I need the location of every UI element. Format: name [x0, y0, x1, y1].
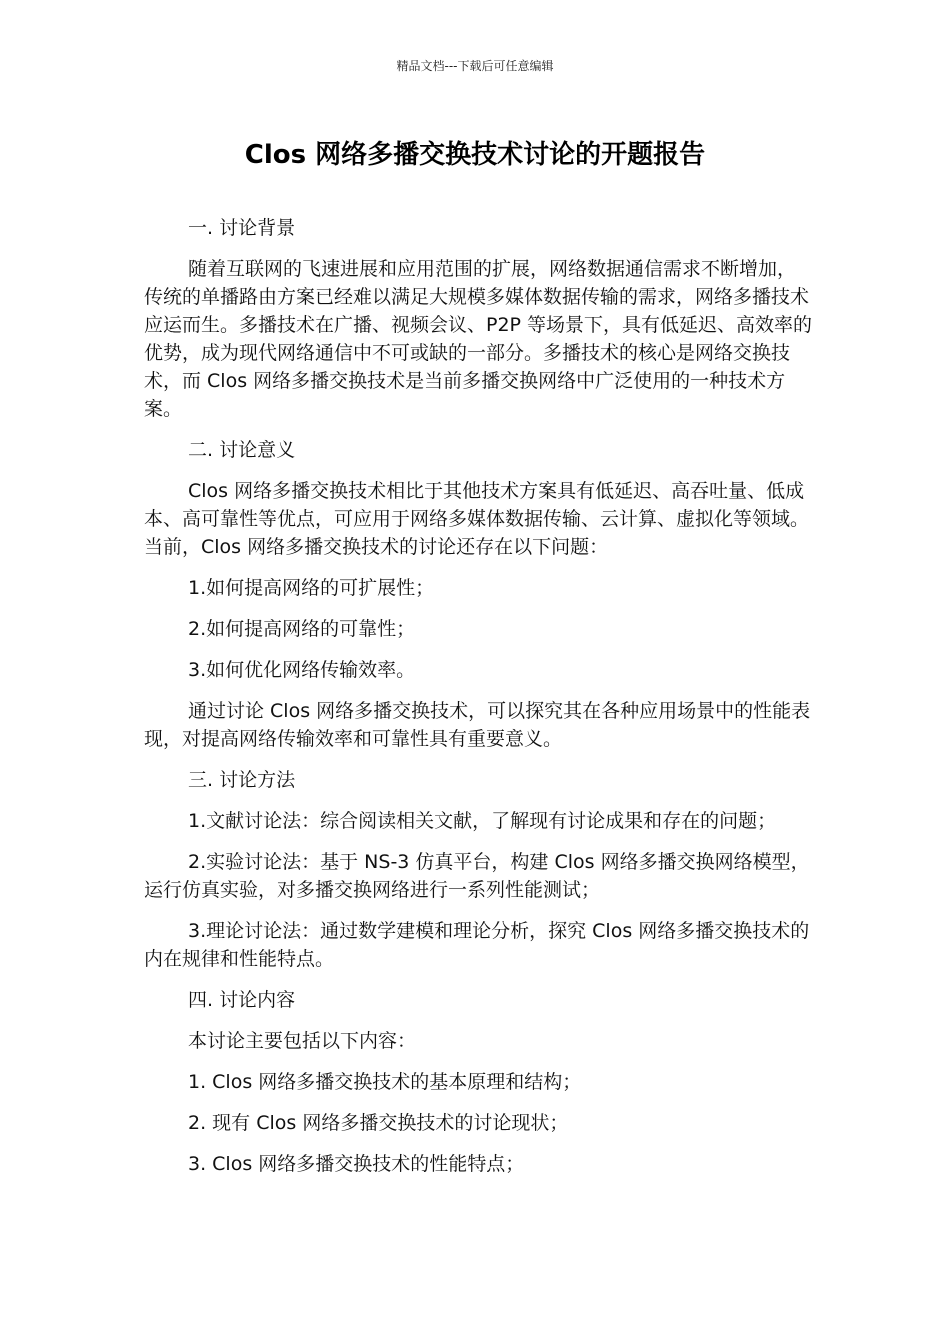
document-body — [144, 214, 814, 1191]
list-item-content-3: 3. Clos 网络多播交换技术的性能特点； — [188, 1153, 525, 1175]
list-item-question-1: 1.如何提高网络的可扩展性； — [188, 577, 435, 599]
header-note: 精品文档---下载后可任意编辑 — [396, 59, 554, 73]
paragraph-content-intro: 本讨论主要包括以下内容： — [188, 1030, 417, 1052]
document-title: Clos 网络多播交换技术讨论的开题报告 — [244, 140, 706, 170]
list-item-content-2: 2. 现有 Clos 网络多播交换技术的讨论现状； — [188, 1112, 569, 1134]
list-item-content-1: 1. Clos 网络多播交换技术的基本原理和结构； — [188, 1071, 582, 1093]
section-heading-significance: 二. 讨论意义 — [188, 439, 296, 461]
section-heading-background: 一. 讨论背景 — [188, 217, 296, 239]
list-item-method-1: 1.文献讨论法：综合阅读相关文献，了解现有讨论成果和存在的问题； — [188, 810, 777, 832]
section-heading-content: 四. 讨论内容 — [188, 989, 296, 1011]
paragraph-background: 随着互联网的飞速进展和应用范围的扩展，网络数据通信需求不断增加，传统的单播路由方案已经难以满足大规模多媒体数据传输的需求，网络多播技术应运而生。多播技术在广播、视频会议、P2P 等场景下，具有低延迟、高效率的优势，成为现代网络通信中不可或缺的一部分。多播技术的核心是网络交换技术，而 Clos 网络多播交换技术是当前多播交换网络中广泛使用的一种技术方案。 — [144, 258, 813, 420]
list-item-question-3: 3.如何优化网络传输效率。 — [188, 659, 416, 681]
list-item-question-2: 2.如何提高网络的可靠性； — [188, 618, 416, 640]
section-heading-methods: 三. 讨论方法 — [188, 769, 296, 791]
list-item-method-3: 3.理论讨论法：通过数学建模和理论分析，探究 Clos 网络多播交换技术的内在规律和性能特点。 — [144, 920, 810, 970]
paragraph-significance: Clos 网络多播交换技术相比于其他技术方案具有低延迟、高吞吐量、低成本、高可靠性等优点，可应用于网络多媒体数据传输、云计算、虚拟化等领域。当前，Clos 网络多播交换技术的讨论还存在以下问题： — [144, 480, 810, 558]
paragraph-significance-conclusion: 通过讨论 Clos 网络多播交换技术，可以探究其在各种应用场景中的性能表现，对提高网络传输效率和可靠性具有重要意义。 — [144, 700, 811, 750]
list-item-method-2: 2.实验讨论法：基于 NS-3 仿真平台，构建 Clos 网络多播交换网络模型，运行仿真实验，对多播交换网络进行一系列性能测试； — [144, 851, 810, 901]
